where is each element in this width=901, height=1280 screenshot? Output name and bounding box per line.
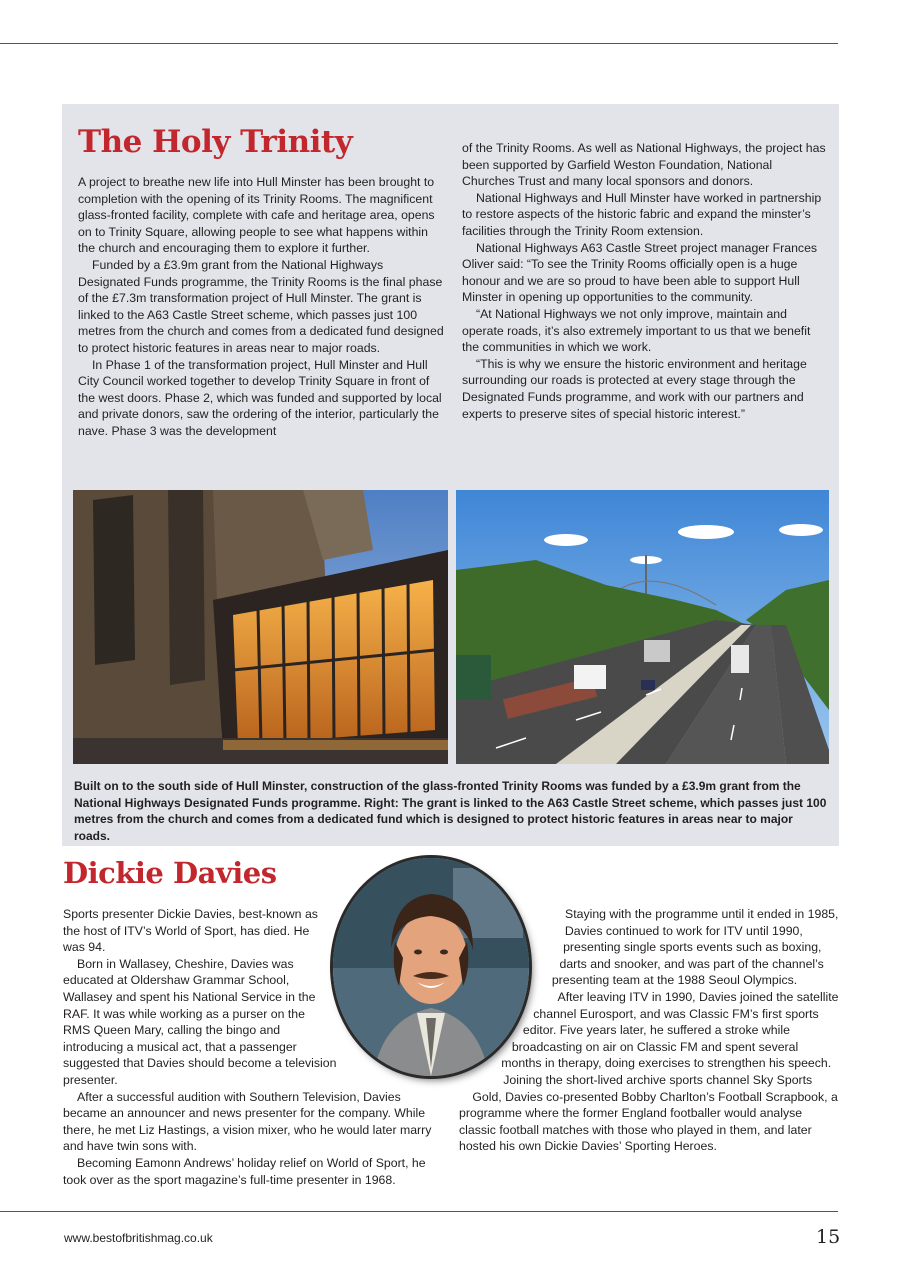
article-title-davies: Dickie Davies xyxy=(63,856,277,890)
portrait-dickie-davies xyxy=(333,858,529,1076)
top-rule xyxy=(0,43,838,44)
paragraph: National Highways A63 Castle Street project manager Frances Oliver said: “To see the Trinity Rooms officially open is a huge honour and we are so proud to have been able to support Hull Minster in opening up opportunities to the community. xyxy=(462,240,818,305)
photo-a63-road xyxy=(456,490,829,764)
paragraph: Funded by a £3.9m grant from the National Highways Designated Funds programme, the Trinity Rooms is the final phase of the £7.3m transformation project of Hull Minster. The grant is linked to the A63 Castle Street scheme, which passes just 100 metres from the church and comes from a dedicated fund designed to protect historic features in areas near to major roads. xyxy=(78,257,444,355)
paragraph: “This is why we ensure the historic environment and heritage surrounding our roads is protected at every stage through the Designated Funds programme, and work with our partners and experts to preserve sites of special historic interest.” xyxy=(462,356,807,421)
trinity-column-2 xyxy=(462,140,828,422)
page-number: 15 xyxy=(816,1226,841,1248)
trinity-column-1 xyxy=(78,174,446,440)
paragraph: After a successful audition with Southern Television, Davies became an announcer and news presenter for the company. While there, he met Liz Hastings, a vision mixer, who he would later marry and have twin sons with. xyxy=(63,1089,432,1154)
paragraph: Born in Wallasey, Cheshire, Davies was educated at Oldershaw Grammar School, Wallasey and spent his National Service in the RAF. It was while working as a purser on the RMS Queen Mary, calling the bingo and introducing a musical act, that a passenger suggested that Davies should become a television presenter. xyxy=(63,956,337,1087)
paragraph: Staying with the programme until it ended in 1985, Davies continued to work for ITV until 1990, presenting single sports events such as boxing, darts and snooker, and was part of the channel’s presenting team at the 1988 Seoul Olympics. xyxy=(551,907,839,988)
photo-trinity-rooms xyxy=(73,490,448,764)
paragraph: In Phase 1 of the transformation project, Hull Minster and Hull City Council worked together to develop Trinity Square in front of the west doors. Phase 2, which was funded and supported by local and private donors, saw the ordering of the interior, particularly the nave. Phase 3 was the development xyxy=(78,357,442,438)
paragraph: “At National Highways we not only improve, maintain and operate roads, it’s also extremely important to us that we benefit the communities in which we work. xyxy=(462,306,811,355)
footer-url: www.bestofbritishmag.co.uk xyxy=(64,1231,213,1245)
paragraph: Sports presenter Dickie Davies, best-known as the host of ITV’s World of Sport, has died. He was 94. xyxy=(63,907,318,955)
paragraph: Joining the short-lived archive sports channel Sky Sports Gold, Davies co-presented Bobby Charlton’s Football Scrapbook, a programme where the former England footballer would analyse classic football matches with those who played in them, and later hosted his own Dickie Davies’ Sporting Heroes. xyxy=(459,1072,838,1154)
paragraph: Becoming Eamonn Andrews’ holiday relief on World of Sport, he took over as the sport magazine’s full-time presenter in 1968. xyxy=(63,1155,426,1187)
paragraph: After leaving ITV in 1990, Davies joined the satellite channel Eurosport, and was Classic FM’s first sports editor. Five years later, he suffered a stroke while broadcasting on air on Classic FM and spent several months in therapy, doing exercises to strengthen his speech. xyxy=(501,989,839,1071)
bottom-rule xyxy=(0,1211,838,1212)
article-title-trinity: The Holy Trinity xyxy=(78,124,353,160)
paragraph: of the Trinity Rooms. As well as National Highways, the project has been supported by Garfield Weston Foundation, National Churches Trust and many local sponsors and donors. xyxy=(462,141,826,189)
photo-caption: Built on to the south side of Hull Minster, construction of the glass-fronted Trinity Rooms was funded by a £3.9m grant from the National Highways Designated Funds programme. Right: The grant is linked to the A63 Castle Street scheme, which passes just 100 metres from the church and comes from a dedicated fund which is designed to protect historic features in areas near to major roads. xyxy=(74,779,827,843)
paragraph: A project to breathe new life into Hull Minster has been brought to completion with the opening of its Trinity Rooms. The magnificent glass-fronted facility, complete with cafe and heritage area, opens on to Trinity Square, allowing people to see what happens within the church and encouraging them to explore it further. xyxy=(78,175,435,256)
paragraph: National Highways and Hull Minster have worked in partnership to restore aspects of the historic fabric and expand the minster’s facilities through the Trinity Room extension. xyxy=(462,190,822,238)
